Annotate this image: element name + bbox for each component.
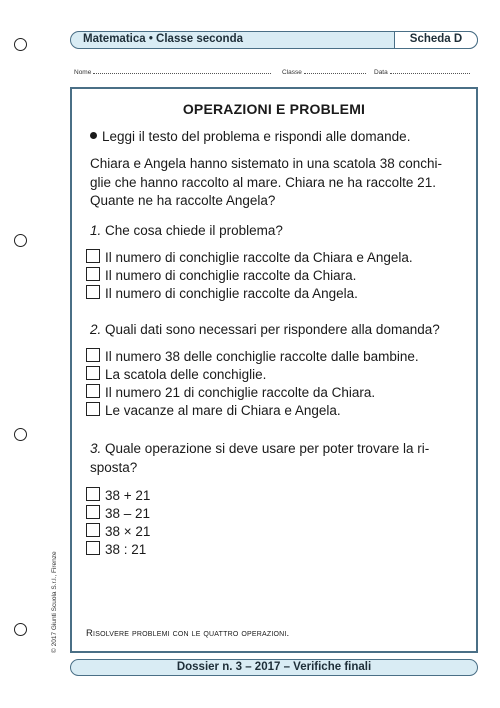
checkbox[interactable] xyxy=(86,487,100,501)
binder-hole-4 xyxy=(14,623,27,636)
data-label: Data xyxy=(374,69,388,76)
q3-option-2[interactable] xyxy=(86,505,150,522)
question-2 xyxy=(90,321,462,340)
problem-line: Chiara e Angela hanno sistemato in una scatola 38 conchi- xyxy=(90,156,442,171)
question-number: 1. xyxy=(90,223,102,238)
q1-option-2[interactable] xyxy=(86,267,356,284)
scheda-tab: Scheda D xyxy=(394,31,478,49)
q2-option-3[interactable] xyxy=(86,384,375,401)
question-number: 3. xyxy=(90,441,102,456)
learning-objective: Risolvere problemi con le quattro operazioni. xyxy=(86,628,290,639)
option-label: Il numero di conchiglie raccolte da Chiara e Angela. xyxy=(105,250,413,265)
bullet-icon xyxy=(90,132,97,139)
student-fields xyxy=(74,67,478,79)
nome-field[interactable] xyxy=(74,67,271,76)
binder-hole-1 xyxy=(14,38,27,51)
question-3 xyxy=(90,440,462,477)
problem-text xyxy=(90,155,462,211)
checkbox[interactable] xyxy=(86,267,100,281)
instruction xyxy=(90,129,410,144)
checkbox[interactable] xyxy=(86,285,100,299)
q3-option-1[interactable] xyxy=(86,487,150,504)
subject-label: Matematica • Classe seconda xyxy=(83,33,243,45)
option-label: 38 × 21 xyxy=(105,524,151,539)
instruction-text: Leggi il testo del problema e rispondi alle domande. xyxy=(102,129,411,144)
checkbox[interactable] xyxy=(86,249,100,263)
binder-hole-3 xyxy=(14,428,27,441)
option-label: Il numero 38 delle conchiglie raccolte dalle bambine. xyxy=(105,349,419,364)
question-text: Che cosa chiede il problema? xyxy=(105,223,283,238)
checkbox[interactable] xyxy=(86,523,100,537)
q1-option-1[interactable] xyxy=(86,249,413,266)
question-text: Quali dati sono necessari per rispondere alla domanda? xyxy=(105,322,440,337)
question-text: sposta? xyxy=(90,459,138,475)
option-label: Le vacanze al mare di Chiara e Angela. xyxy=(105,403,341,418)
question-text: Quale operazione si deve usare per poter trovare la ri- xyxy=(105,441,430,456)
q3-option-3[interactable] xyxy=(86,523,150,540)
q2-option-4[interactable] xyxy=(86,402,341,419)
nome-label: Nome xyxy=(74,69,92,76)
checkbox[interactable] xyxy=(86,505,100,519)
binder-hole-2 xyxy=(14,234,27,247)
question-number: 2. xyxy=(90,322,102,337)
q2-option-1[interactable] xyxy=(86,348,419,365)
option-label: 38 + 21 xyxy=(105,488,151,503)
option-label: 38 – 21 xyxy=(105,506,151,521)
q3-option-4[interactable] xyxy=(86,541,146,558)
option-label: Il numero di conchiglie raccolte da Chiara. xyxy=(105,268,357,283)
checkbox[interactable] xyxy=(86,366,100,380)
checkbox[interactable] xyxy=(86,402,100,416)
problem-line: Quante ne ha raccolte Angela? xyxy=(90,193,276,208)
worksheet-title: OPERAZIONI E PROBLEMI xyxy=(182,101,366,117)
worksheet-box xyxy=(70,87,478,653)
classe-label: Classe xyxy=(282,69,302,76)
dossier-bar: Dossier n. 3 – 2017 – Verifiche finali xyxy=(70,659,478,676)
q1-option-3[interactable] xyxy=(86,285,358,302)
problem-line: glie che hanno raccolto al mare. Chiara ne ha raccolte 21. xyxy=(90,174,436,190)
option-label: 38 : 21 xyxy=(105,542,147,557)
header-bar xyxy=(70,31,478,49)
classe-field[interactable] xyxy=(282,67,366,76)
q2-option-2[interactable] xyxy=(86,366,266,383)
copyright-text: © 2017 Giunti Scuola S.r.l., Firenze xyxy=(51,551,58,653)
checkbox[interactable] xyxy=(86,541,100,555)
data-field[interactable] xyxy=(374,67,470,76)
checkbox[interactable] xyxy=(86,384,100,398)
option-label: La scatola delle conchiglie. xyxy=(105,367,267,382)
question-1 xyxy=(90,222,462,241)
option-label: Il numero di conchiglie raccolte da Angela. xyxy=(105,286,358,301)
checkbox[interactable] xyxy=(86,348,100,362)
option-label: Il numero 21 di conchiglie raccolte da Chiara. xyxy=(105,385,376,400)
